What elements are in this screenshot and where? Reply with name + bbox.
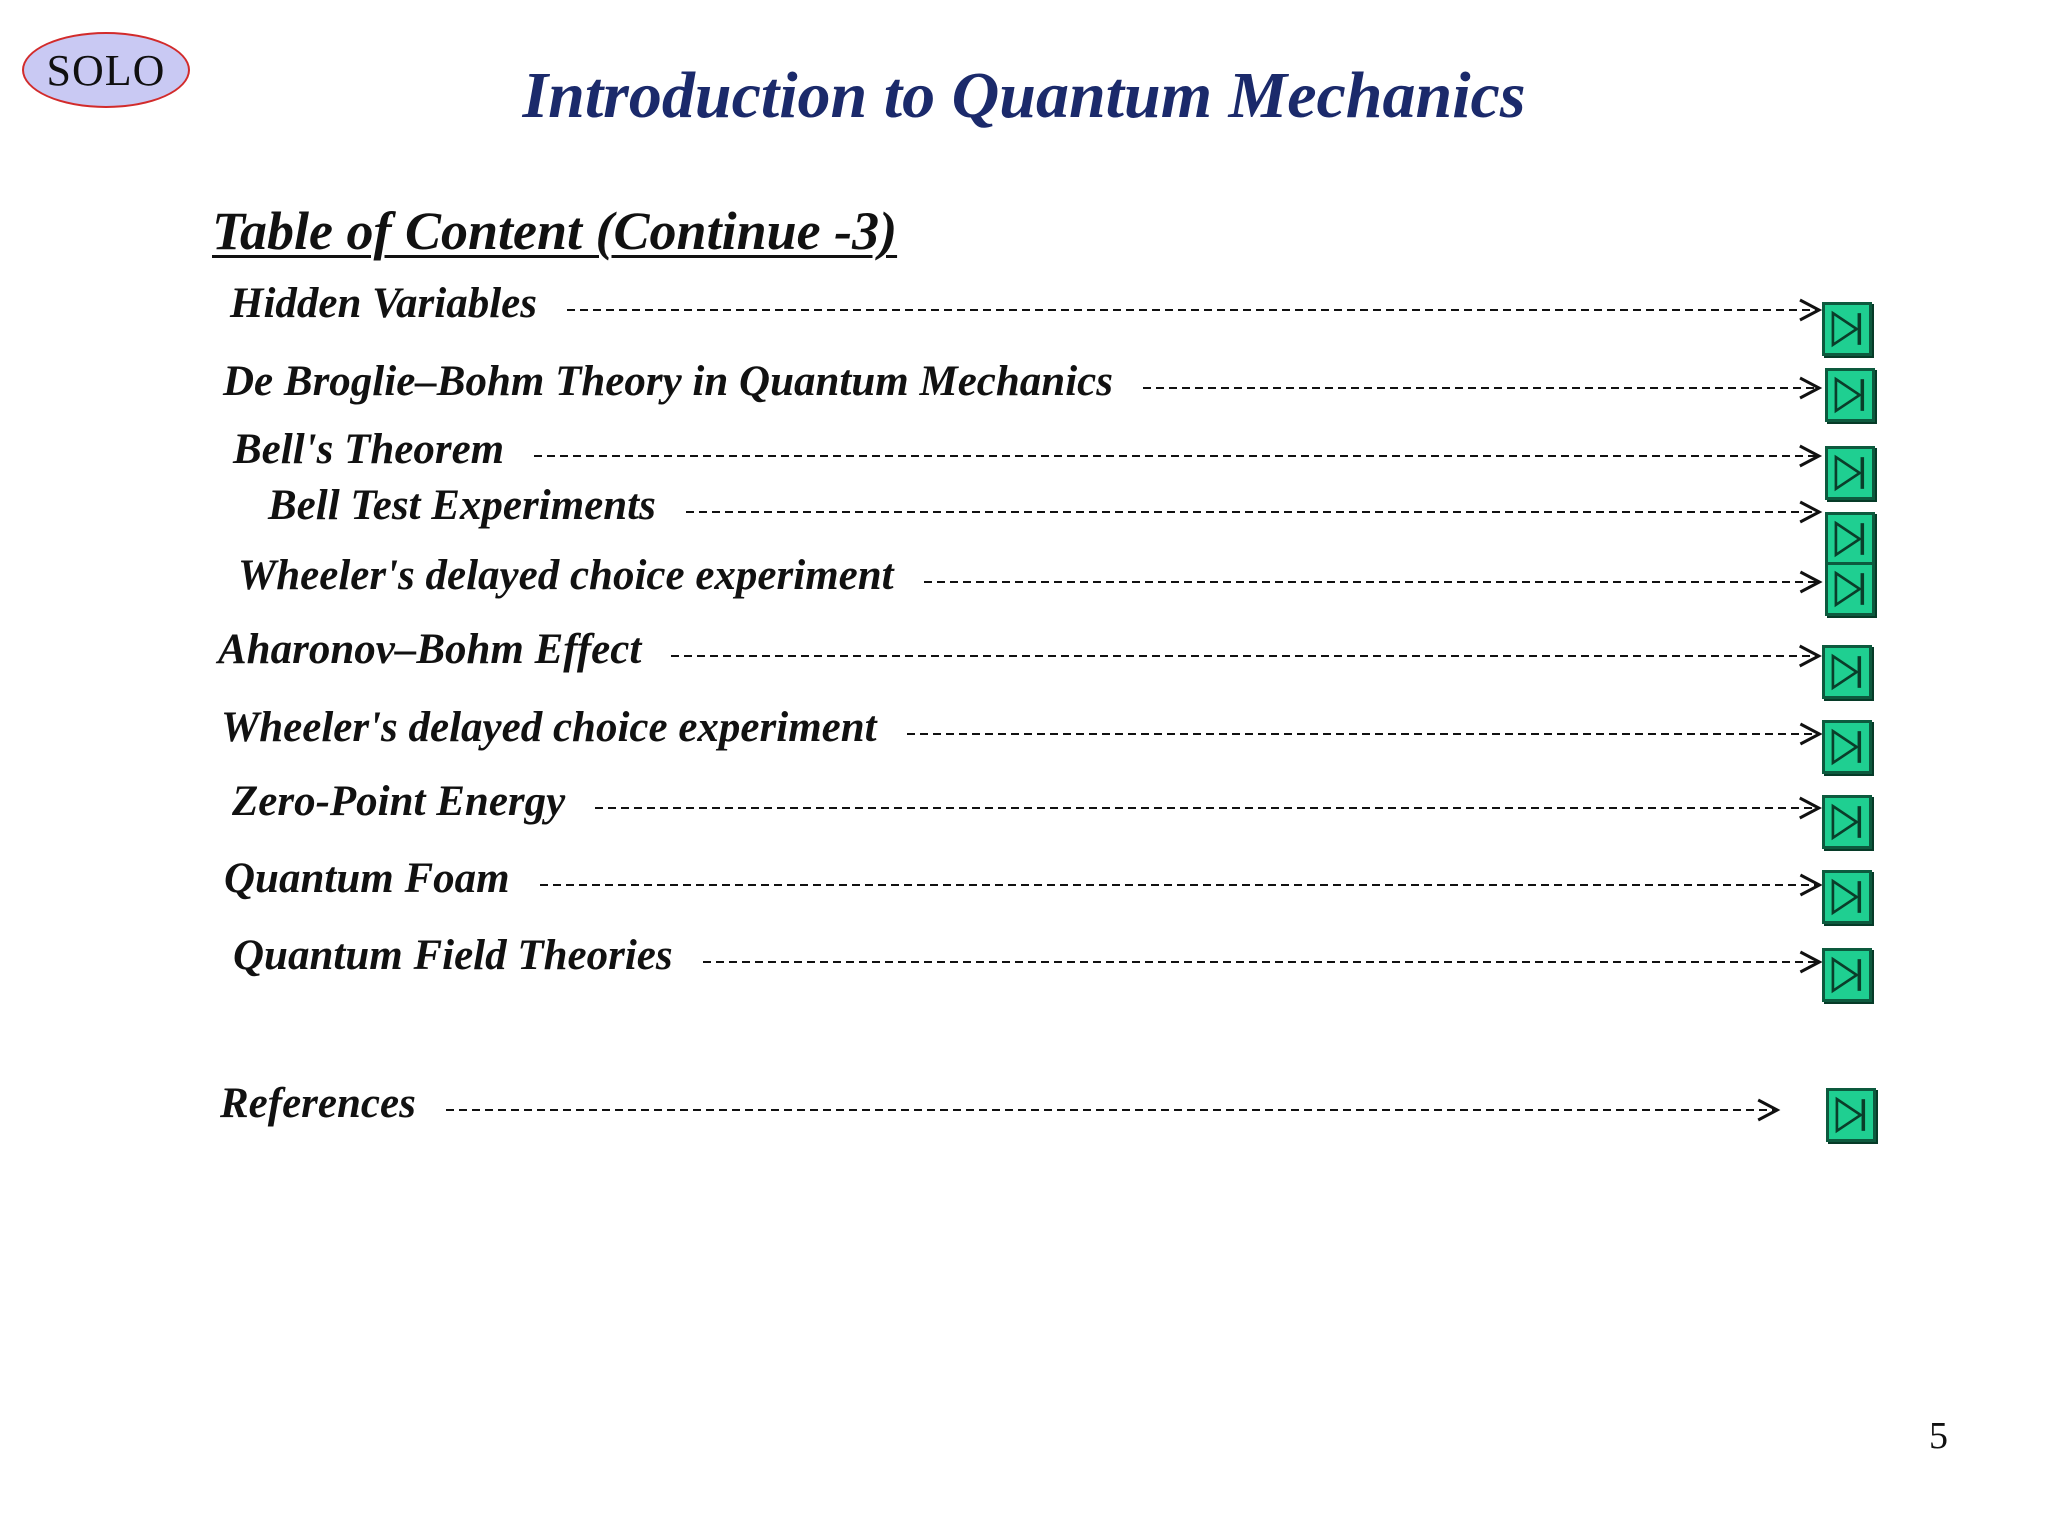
dashed-arrow-icon <box>446 1096 1780 1124</box>
toc-item-label[interactable]: De Broglie–Bohm Theory in Quantum Mechanics <box>223 358 1113 405</box>
skip-forward-icon <box>1828 515 1872 563</box>
page-number: 5 <box>1929 1415 1948 1457</box>
dashed-arrow-icon <box>907 720 1822 748</box>
toc-link-button-6[interactable] <box>1822 645 1872 699</box>
dashed-arrow-icon <box>1143 374 1822 402</box>
toc-item-label[interactable]: Quantum Foam <box>224 855 510 902</box>
toc-item-label[interactable]: Wheeler's delayed choice experiment <box>238 552 894 599</box>
skip-forward-icon <box>1825 305 1869 353</box>
toc-link-button-1[interactable] <box>1822 302 1872 356</box>
dashed-arrow-icon <box>540 871 1822 899</box>
dashed-arrow-icon <box>686 498 1822 526</box>
toc-link-button-9[interactable] <box>1822 870 1872 924</box>
dashed-arrow-icon <box>924 568 1822 596</box>
toc-link-button-2[interactable] <box>1825 368 1875 422</box>
skip-forward-icon <box>1825 951 1869 999</box>
skip-forward-icon <box>1825 723 1869 771</box>
toc-item-label[interactable]: Aharonov–Bohm Effect <box>218 626 642 673</box>
toc-item-label[interactable]: References <box>220 1080 416 1127</box>
toc-item-label[interactable]: Wheeler's delayed choice experiment <box>221 704 877 751</box>
skip-forward-icon <box>1825 648 1869 696</box>
skip-forward-icon <box>1825 798 1869 846</box>
section-subtitle: Table of Content (Continue -3) <box>212 201 898 261</box>
toc-item-label[interactable]: Quantum Field Theories <box>233 932 673 979</box>
toc-item-label[interactable]: Bell's Theorem <box>233 426 505 473</box>
dashed-arrow-icon <box>595 794 1822 822</box>
toc-link-button-8[interactable] <box>1822 795 1872 849</box>
skip-forward-icon <box>1828 371 1872 419</box>
skip-forward-icon <box>1825 873 1869 921</box>
dashed-arrow-icon <box>567 296 1822 324</box>
toc-link-button-10[interactable] <box>1822 948 1872 1002</box>
page-title: Introduction to Quantum Mechanics <box>522 59 1526 132</box>
toc-item-label[interactable]: Zero-Point Energy <box>232 778 566 825</box>
toc-link-button-4[interactable] <box>1825 512 1875 566</box>
dashed-arrow-icon <box>703 948 1822 976</box>
logo-text: SOLO <box>46 45 166 95</box>
toc-link-button-5[interactable] <box>1825 562 1875 616</box>
toc-link-button-7[interactable] <box>1822 720 1872 774</box>
skip-forward-icon <box>1828 449 1872 497</box>
toc-link-button-11[interactable] <box>1826 1088 1876 1142</box>
dashed-arrow-icon <box>671 642 1822 670</box>
dashed-arrow-icon <box>534 442 1822 470</box>
toc-item-label[interactable]: Hidden Variables <box>230 280 538 327</box>
toc-link-button-3[interactable] <box>1825 446 1875 500</box>
skip-forward-icon <box>1829 1091 1873 1139</box>
toc-item-label[interactable]: Bell Test Experiments <box>268 482 656 529</box>
skip-forward-icon <box>1828 565 1872 613</box>
